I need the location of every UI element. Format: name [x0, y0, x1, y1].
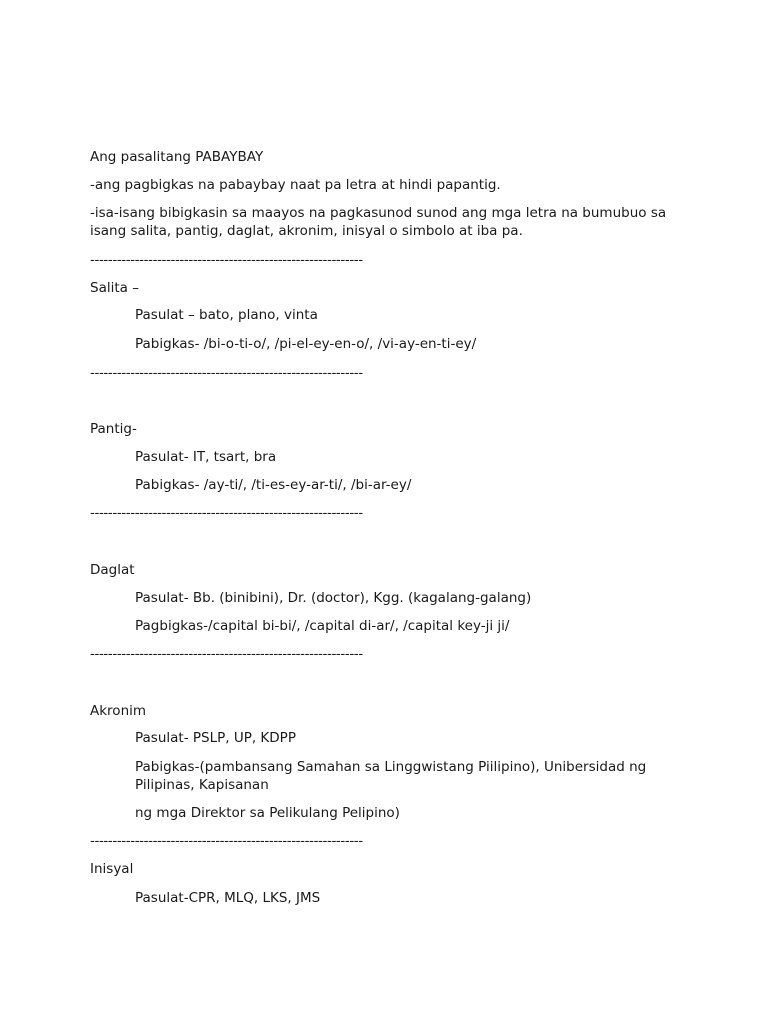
- section-heading-inisyal: Inisyal: [90, 861, 134, 877]
- definition-line-1: -ang pagbigkas na pabaybay naat pa letra at hindi papantig.: [90, 177, 501, 193]
- separator: -------------------------------------------------------------: [90, 646, 363, 662]
- section-heading-salita: Salita –: [90, 280, 139, 296]
- pantig-pasulat: Pasulat- IT, tsart, bra: [135, 449, 277, 465]
- section-heading-pantig: Pantig-: [90, 421, 137, 437]
- section-heading-akronim: Akronim: [90, 703, 147, 719]
- section-heading-daglat: Daglat: [90, 562, 135, 578]
- daglat-pasulat: Pasulat- Bb. (binibini), Dr. (doctor), Kgg. (kagalang-galang): [135, 590, 532, 606]
- salita-pabigkas: Pabigkas- /bi-o-ti-o/, /pi-el-ey-en-o/, /vi-ay-en-ti-ey/: [135, 336, 477, 352]
- daglat-pabigkas: Pagbigkas-/capital bi-bi/, /capital di-ar/, /capital key-ji ji/: [135, 618, 510, 634]
- separator: -------------------------------------------------------------: [90, 505, 363, 521]
- akronim-pabigkas-continued: ng mga Direktor sa Pelikulang Pelipino): [135, 805, 400, 821]
- salita-pasulat: Pasulat – bato, plano, vinta: [135, 307, 318, 323]
- separator: -------------------------------------------------------------: [90, 252, 363, 268]
- akronim-pabigkas: Pabigkas-(pambansang Samahan sa Linggwistang Piilipino), Unibersidad ng Pilipinas, Kapisanan: [135, 759, 647, 793]
- separator: -------------------------------------------------------------: [90, 365, 363, 381]
- document-title: Ang pasalitang PABAYBAY: [90, 149, 264, 165]
- pantig-pabigkas: Pabigkas- /ay-ti/, /ti-es-ey-ar-ti/, /bi-ar-ey/: [135, 477, 412, 493]
- akronim-pasulat: Pasulat- PSLP, UP, KDPP: [135, 730, 296, 746]
- inisyal-pasulat: Pasulat-CPR, MLQ, LKS, JMS: [135, 890, 321, 906]
- separator: -------------------------------------------------------------: [90, 833, 363, 849]
- definition-line-2: -isa-isang bibigkasin sa maayos na pagkasunod sunod ang mga letra na bumubuo sa isang salita, pantig, daglat, akronim, inisyal o simbolo at iba pa.: [90, 205, 667, 239]
